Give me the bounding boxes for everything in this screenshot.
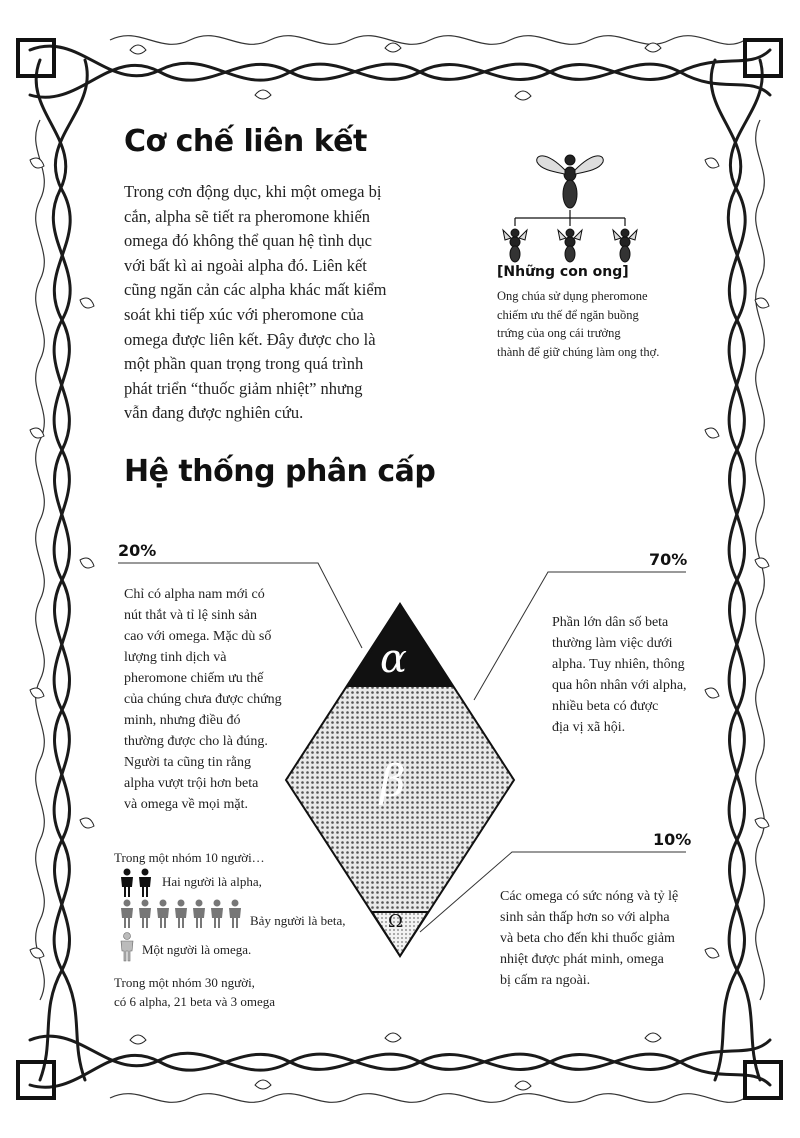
- text-line: thường làm việc dưới: [552, 636, 673, 651]
- beta-description: [552, 612, 722, 738]
- text-line: thường được cho là đúng.: [124, 734, 268, 749]
- text-line: một phần quan trọng trong quá trình: [124, 354, 364, 374]
- text-line: và omega về mọi mặt.: [124, 797, 249, 812]
- alpha-people-icon: [118, 868, 158, 898]
- text-line: Ong chúa sử dụng pheromone: [497, 289, 648, 303]
- beta-people-icon: [118, 899, 250, 929]
- text-line: Người ta cũng tin rằng: [124, 755, 251, 770]
- text-line: thành để giữ chúng làm ong thợ.: [497, 344, 660, 359]
- text-line: địa vị xã hội.: [552, 720, 626, 735]
- text-line: của chúng chưa được chứng: [124, 692, 282, 707]
- section-title-bonding: Cơ chế liên kết: [124, 124, 367, 159]
- omega-person-icon: [118, 932, 138, 962]
- text-line: soát khi tiếp xúc với pheromone của: [124, 304, 364, 324]
- beta-symbol: β: [380, 756, 406, 807]
- section-title-hierarchy: Hệ thống phân cấp: [124, 454, 436, 489]
- text-line: minh, nhưng điều đó: [124, 713, 241, 728]
- text-line: nút thắt và tỉ lệ sinh sản: [124, 608, 257, 623]
- beta-people-label: Bảy người là beta,: [250, 913, 346, 928]
- alpha-symbol: α: [380, 636, 408, 682]
- text-line: omega đó không thể quan hệ tình dục: [124, 231, 372, 251]
- text-line: và beta cho đến khi thuốc giảm: [500, 931, 675, 946]
- text-line: trứng của ong cái trưởng: [497, 326, 621, 340]
- group30-note: [114, 973, 354, 1011]
- beta-percent: 70%: [649, 550, 688, 569]
- text-line: qua hôn nhân với alpha,: [552, 678, 687, 693]
- text-line: alpha vượt trội hơn beta: [124, 776, 259, 791]
- text-line: Các omega có sức nóng và tỷ lệ: [500, 889, 679, 904]
- alpha-description: [124, 584, 334, 815]
- text-line: omega được liên kết. Đây được cho là: [124, 329, 376, 349]
- text-line: bị cấm ra ngoài.: [500, 973, 591, 988]
- text-line: vẫn đang được nghiên cứu.: [124, 403, 304, 423]
- text-line: có 6 alpha, 21 beta và 3 omega: [114, 994, 275, 1009]
- omega-symbol: Ω: [388, 911, 403, 932]
- text-line: pheromone chiếm ưu thế: [124, 671, 264, 686]
- text-line: cũng ngăn cản các alpha khác mất kiểm: [124, 280, 387, 300]
- text-line: chiếm ưu thế để ngăn buồng: [497, 307, 639, 322]
- omega-description: [500, 886, 710, 991]
- text-line: Phần lớn dân số beta: [552, 615, 669, 630]
- text-line: Trong cơn động dục, khi một omega bị: [124, 182, 382, 201]
- alpha-percent: 20%: [118, 541, 157, 560]
- text-line: với bất kì ai ngoài alpha đó. Liên kết: [124, 255, 367, 275]
- text-line: nhiệt được phát minh, omega: [500, 952, 664, 967]
- text-line: cao với omega. Mặc dù số: [124, 629, 272, 644]
- text-line: nhiều beta có được: [552, 699, 659, 714]
- text-line: phát triển “thuốc giảm nhiệt” nhưng: [124, 378, 363, 398]
- text-line: sinh sản thấp hơn so với alpha: [500, 910, 670, 925]
- alpha-people-label: Hai người là alpha,: [162, 874, 262, 889]
- bees-caption-title: [Những con ong]: [497, 264, 629, 280]
- omega-percent: 10%: [653, 830, 692, 849]
- text-line: Trong một nhóm 30 người,: [114, 975, 255, 990]
- omega-person-label: Một người là omega.: [142, 942, 252, 957]
- group10-title: Trong một nhóm 10 người…: [114, 850, 265, 865]
- text-line: cắn, alpha sẽ tiết ra pheromone khiến: [124, 206, 371, 226]
- text-line: lượng tinh dịch và: [124, 650, 227, 665]
- text-line: Chỉ có alpha nam mới có: [124, 587, 265, 602]
- text-line: alpha. Tuy nhiên, thông: [552, 657, 685, 672]
